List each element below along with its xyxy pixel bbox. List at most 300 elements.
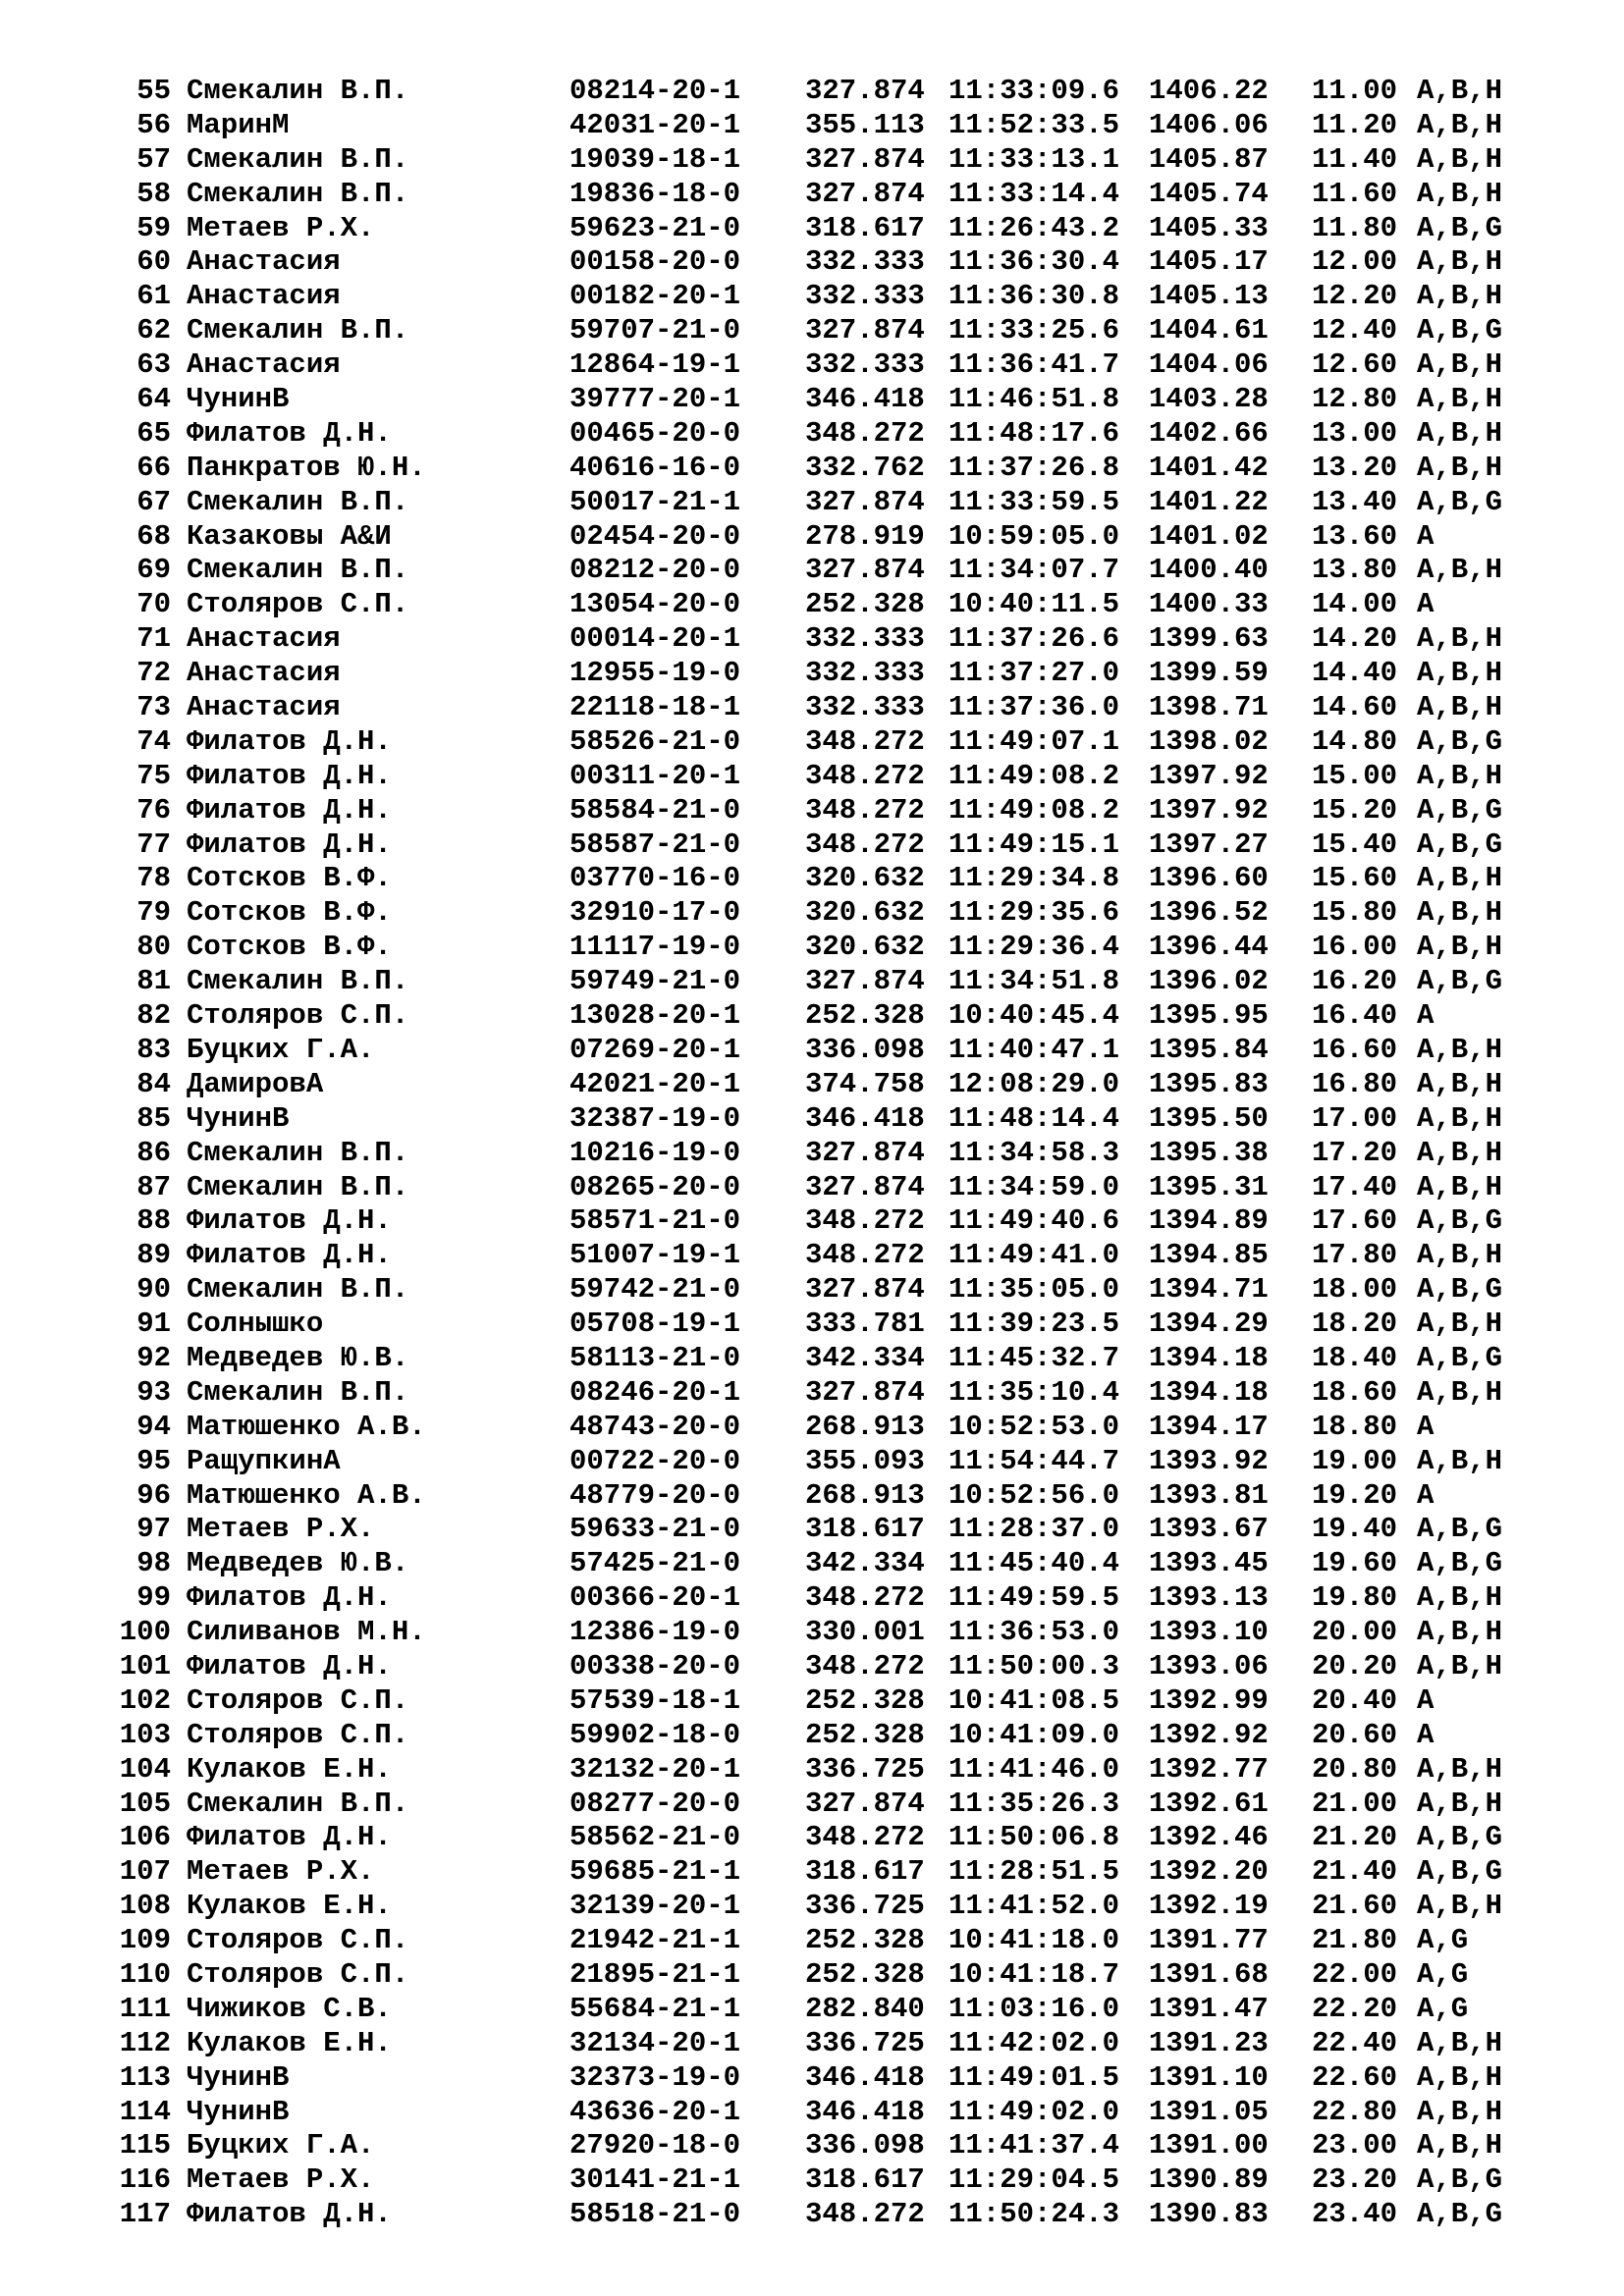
- fancier-name: Панкратов Ю.Н.: [187, 451, 426, 484]
- points: 14.00: [1312, 588, 1398, 621]
- arrival-time: 11:39:23.5: [948, 1308, 1120, 1341]
- arrival-time: 11:29:04.5: [948, 2163, 1120, 2197]
- ring-number: 00158-20-0: [569, 245, 741, 279]
- points: 21.60: [1312, 1890, 1398, 1923]
- place-number: 98: [136, 1547, 171, 1580]
- table-row: [0, 1788, 1624, 1822]
- fancier-name: Смекалин В.П.: [187, 554, 409, 587]
- place-number: 87: [136, 1170, 171, 1203]
- fancier-name: Матюшенко А.В.: [187, 1410, 426, 1443]
- speed: 1404.06: [1149, 348, 1269, 382]
- table-row: [0, 1239, 1624, 1273]
- categories: A,B,H: [1417, 2129, 1503, 2163]
- fancier-name: Столяров С.П.: [187, 999, 409, 1033]
- arrival-time: 11:42:02.0: [948, 2026, 1120, 2059]
- arrival-time: 11:49:08.2: [948, 793, 1120, 827]
- speed: 1392.92: [1149, 1718, 1269, 1751]
- arrival-time: 11:45:32.7: [948, 1341, 1120, 1374]
- distance: 332.333: [805, 348, 925, 382]
- points: 13.00: [1312, 416, 1398, 450]
- arrival-time: 11:33:14.4: [948, 177, 1120, 210]
- arrival-time: 11:33:13.1: [948, 142, 1120, 176]
- speed: 1405.17: [1149, 245, 1269, 279]
- distance: 330.001: [805, 1616, 925, 1649]
- arrival-time: 11:48:17.6: [948, 416, 1120, 450]
- arrival-time: 11:33:59.5: [948, 485, 1120, 518]
- fancier-name: ЧунинВ: [187, 1101, 290, 1135]
- points: 18.80: [1312, 1410, 1398, 1443]
- arrival-time: 11:34:51.8: [948, 965, 1120, 998]
- categories: A: [1417, 999, 1435, 1033]
- ring-number: 00465-20-0: [569, 416, 741, 450]
- ring-number: 48743-20-0: [569, 1410, 741, 1443]
- arrival-time: 11:26:43.2: [948, 211, 1120, 244]
- distance: 348.272: [805, 1649, 925, 1682]
- fancier-name: Филатов Д.Н.: [187, 1821, 392, 1854]
- points: 16.00: [1312, 931, 1398, 964]
- distance: 332.333: [805, 622, 925, 656]
- points: 22.80: [1312, 2095, 1398, 2128]
- categories: A,B,H: [1417, 75, 1503, 107]
- distance: 320.632: [805, 931, 925, 964]
- table-row: [0, 1890, 1624, 1924]
- ring-number: 32387-19-0: [569, 1101, 741, 1135]
- place-number: 62: [136, 314, 171, 347]
- categories: A,B,G: [1417, 1513, 1503, 1546]
- distance: 327.874: [805, 75, 925, 107]
- place-number: 102: [119, 1683, 171, 1717]
- table-row: [0, 1102, 1624, 1137]
- place-number: 84: [136, 1067, 171, 1100]
- speed: 1392.19: [1149, 1890, 1269, 1923]
- categories: A,B,G: [1417, 965, 1503, 998]
- speed: 1391.23: [1149, 2026, 1269, 2059]
- points: 20.80: [1312, 1752, 1398, 1786]
- categories: A,B,H: [1417, 862, 1503, 895]
- table-row: [0, 1821, 1624, 1855]
- categories: A,B,G: [1417, 828, 1503, 861]
- speed: 1393.45: [1149, 1547, 1269, 1580]
- table-row: [0, 2027, 1624, 2061]
- speed: 1395.38: [1149, 1136, 1269, 1169]
- ring-number: 58526-21-0: [569, 724, 741, 758]
- fancier-name: Филатов Д.Н.: [187, 724, 392, 758]
- distance: 342.334: [805, 1341, 925, 1374]
- fancier-name: Столяров С.П.: [187, 1957, 409, 1991]
- distance: 327.874: [805, 554, 925, 587]
- table-row: [0, 1445, 1624, 1479]
- points: 17.20: [1312, 1136, 1398, 1169]
- points: 15.80: [1312, 896, 1398, 930]
- place-number: 108: [119, 1890, 171, 1923]
- table-row: [0, 417, 1624, 452]
- arrival-time: 11:49:02.0: [948, 2095, 1120, 2128]
- points: 12.20: [1312, 280, 1398, 313]
- place-number: 109: [119, 1924, 171, 1957]
- speed: 1401.42: [1149, 451, 1269, 484]
- distance: 268.913: [805, 1410, 925, 1443]
- arrival-time: 12:08:29.0: [948, 1067, 1120, 1100]
- ring-number: 21942-21-1: [569, 1924, 741, 1957]
- categories: A,B,G: [1417, 485, 1503, 518]
- categories: A,G: [1417, 1957, 1469, 1991]
- points: 17.00: [1312, 1101, 1398, 1135]
- arrival-time: 10:41:18.0: [948, 1924, 1120, 1957]
- distance: 252.328: [805, 588, 925, 621]
- place-number: 95: [136, 1444, 171, 1477]
- categories: A,B,H: [1417, 2095, 1503, 2128]
- distance: 278.919: [805, 519, 925, 553]
- distance: 327.874: [805, 965, 925, 998]
- distance: 318.617: [805, 1513, 925, 1546]
- speed: 1395.83: [1149, 1067, 1269, 1100]
- speed: 1392.46: [1149, 1821, 1269, 1854]
- categories: A,B,H: [1417, 1375, 1503, 1409]
- distance: 346.418: [805, 1101, 925, 1135]
- place-number: 90: [136, 1273, 171, 1307]
- points: 19.20: [1312, 1478, 1398, 1512]
- speed: 1396.44: [1149, 931, 1269, 964]
- categories: A,B,G: [1417, 724, 1503, 758]
- distance: 332.333: [805, 280, 925, 313]
- arrival-time: 11:37:27.0: [948, 657, 1120, 690]
- ring-number: 19039-18-1: [569, 142, 741, 176]
- points: 19.80: [1312, 1581, 1398, 1615]
- table-row: [0, 965, 1624, 999]
- table-row: [0, 760, 1624, 794]
- distance: 327.874: [805, 1375, 925, 1409]
- ring-number: 03770-16-0: [569, 862, 741, 895]
- distance: 252.328: [805, 1924, 925, 1957]
- arrival-time: 11:49:40.6: [948, 1204, 1120, 1238]
- ring-number: 08246-20-1: [569, 1375, 741, 1409]
- table-row: [0, 1273, 1624, 1308]
- distance: 346.418: [805, 2060, 925, 2094]
- fancier-name: МаринМ: [187, 108, 290, 141]
- place-number: 55: [136, 75, 171, 107]
- distance: 327.874: [805, 142, 925, 176]
- points: 15.60: [1312, 862, 1398, 895]
- place-number: 113: [119, 2060, 171, 2094]
- fancier-name: Буцких Г.А.: [187, 1033, 375, 1066]
- ring-number: 59902-18-0: [569, 1718, 741, 1751]
- place-number: 107: [119, 1855, 171, 1889]
- place-number: 75: [136, 759, 171, 792]
- fancier-name: Кулаков Е.Н.: [187, 1752, 392, 1786]
- arrival-time: 10:41:08.5: [948, 1683, 1120, 1717]
- fancier-name: Сотсков В.Ф.: [187, 896, 392, 930]
- fancier-name: ЧунинВ: [187, 2060, 290, 2094]
- ring-number: 59749-21-0: [569, 965, 741, 998]
- categories: A,B,H: [1417, 2026, 1503, 2059]
- table-row: [0, 452, 1624, 486]
- ring-number: 32134-20-1: [569, 2026, 741, 2059]
- arrival-time: 11:52:33.5: [948, 108, 1120, 141]
- points: 23.20: [1312, 2163, 1398, 2197]
- table-row: [0, 280, 1624, 314]
- arrival-time: 11:50:06.8: [948, 1821, 1120, 1854]
- ring-number: 59633-21-0: [569, 1513, 741, 1546]
- distance: 348.272: [805, 793, 925, 827]
- points: 11.80: [1312, 211, 1398, 244]
- table-row: [0, 1855, 1624, 1890]
- categories: A,B,H: [1417, 1101, 1503, 1135]
- table-row: [0, 75, 1624, 109]
- points: 13.40: [1312, 485, 1398, 518]
- distance: 355.093: [805, 1444, 925, 1477]
- table-row: [0, 931, 1624, 965]
- categories: A,B,H: [1417, 451, 1503, 484]
- ring-number: 55684-21-1: [569, 1992, 741, 2025]
- ring-number: 58571-21-0: [569, 1204, 741, 1238]
- ring-number: 00311-20-1: [569, 759, 741, 792]
- place-number: 81: [136, 965, 171, 998]
- speed: 1397.92: [1149, 759, 1269, 792]
- ring-number: 32910-17-0: [569, 896, 741, 930]
- arrival-time: 10:59:05.0: [948, 519, 1120, 553]
- categories: A,B,G: [1417, 1204, 1503, 1238]
- table-row: [0, 794, 1624, 828]
- fancier-name: Смекалин В.П.: [187, 1787, 409, 1820]
- ring-number: 22118-18-1: [569, 691, 741, 724]
- speed: 1406.06: [1149, 108, 1269, 141]
- distance: 346.418: [805, 2095, 925, 2128]
- distance: 336.725: [805, 2026, 925, 2059]
- table-row: [0, 245, 1624, 280]
- fancier-name: Столяров С.П.: [187, 1718, 409, 1751]
- arrival-time: 10:52:53.0: [948, 1410, 1120, 1443]
- place-number: 104: [119, 1752, 171, 1786]
- fancier-name: Смекалин В.П.: [187, 485, 409, 518]
- table-row: [0, 1204, 1624, 1239]
- arrival-time: 11:41:46.0: [948, 1752, 1120, 1786]
- table-row: [0, 178, 1624, 212]
- place-number: 61: [136, 280, 171, 313]
- distance: 332.333: [805, 657, 925, 690]
- place-number: 74: [136, 724, 171, 758]
- place-number: 101: [119, 1649, 171, 1682]
- fancier-name: Метаев Р.Х.: [187, 1855, 375, 1889]
- categories: A,B,G: [1417, 1547, 1503, 1580]
- place-number: 112: [119, 2026, 171, 2059]
- speed: 1391.10: [1149, 2060, 1269, 2094]
- categories: A,B,H: [1417, 1136, 1503, 1169]
- categories: A,G: [1417, 1924, 1469, 1957]
- arrival-time: 11:37:26.6: [948, 622, 1120, 656]
- place-number: 76: [136, 793, 171, 827]
- points: 14.20: [1312, 622, 1398, 656]
- points: 22.20: [1312, 1992, 1398, 2025]
- points: 11.00: [1312, 75, 1398, 107]
- categories: A,B,H: [1417, 1170, 1503, 1203]
- points: 12.40: [1312, 314, 1398, 347]
- fancier-name: Филатов Д.Н.: [187, 2198, 392, 2231]
- place-number: 63: [136, 348, 171, 382]
- distance: 327.874: [805, 314, 925, 347]
- fancier-name: Буцких Г.А.: [187, 2129, 375, 2163]
- categories: A,B,H: [1417, 1890, 1503, 1923]
- ring-number: 13028-20-1: [569, 999, 741, 1033]
- place-number: 93: [136, 1375, 171, 1409]
- speed: 1396.52: [1149, 896, 1269, 930]
- speed: 1394.18: [1149, 1375, 1269, 1409]
- speed: 1398.71: [1149, 691, 1269, 724]
- fancier-name: Филатов Д.Н.: [187, 1581, 392, 1615]
- fancier-name: Смекалин В.П.: [187, 142, 409, 176]
- place-number: 77: [136, 828, 171, 861]
- categories: A: [1417, 1478, 1435, 1512]
- ring-number: 51007-19-1: [569, 1239, 741, 1272]
- arrival-time: 11:49:01.5: [948, 2060, 1120, 2094]
- points: 12.00: [1312, 245, 1398, 279]
- distance: 327.874: [805, 485, 925, 518]
- points: 20.20: [1312, 1649, 1398, 1682]
- table-row: [0, 1684, 1624, 1719]
- categories: A,B,H: [1417, 1787, 1503, 1820]
- table-row: [0, 657, 1624, 691]
- place-number: 58: [136, 177, 171, 210]
- points: 13.20: [1312, 451, 1398, 484]
- place-number: 99: [136, 1581, 171, 1615]
- table-row: [0, 828, 1624, 863]
- fancier-name: Филатов Д.Н.: [187, 828, 392, 861]
- points: 19.60: [1312, 1547, 1398, 1580]
- place-number: 100: [119, 1616, 171, 1649]
- table-row: [0, 554, 1624, 588]
- ring-number: 42021-20-1: [569, 1067, 741, 1100]
- table-row: [0, 1513, 1624, 1547]
- fancier-name: Силиванов М.Н.: [187, 1616, 426, 1649]
- categories: A,B,H: [1417, 931, 1503, 964]
- categories: A,B,G: [1417, 2163, 1503, 2197]
- speed: 1394.89: [1149, 1204, 1269, 1238]
- fancier-name: Кулаков Е.Н.: [187, 1890, 392, 1923]
- speed: 1393.92: [1149, 1444, 1269, 1477]
- speed: 1401.22: [1149, 485, 1269, 518]
- place-number: 92: [136, 1341, 171, 1374]
- points: 17.80: [1312, 1239, 1398, 1272]
- ring-number: 58587-21-0: [569, 828, 741, 861]
- arrival-time: 11:34:59.0: [948, 1170, 1120, 1203]
- points: 14.60: [1312, 691, 1398, 724]
- place-number: 60: [136, 245, 171, 279]
- speed: 1400.40: [1149, 554, 1269, 587]
- arrival-time: 10:41:09.0: [948, 1718, 1120, 1751]
- distance: 332.333: [805, 245, 925, 279]
- categories: A,B,H: [1417, 245, 1503, 279]
- table-row: [0, 1650, 1624, 1684]
- points: 19.40: [1312, 1513, 1398, 1546]
- points: 18.20: [1312, 1308, 1398, 1341]
- table-row: [0, 2061, 1624, 2096]
- categories: A,B,H: [1417, 554, 1503, 587]
- fancier-name: Смекалин В.П.: [187, 1375, 409, 1409]
- speed: 1397.27: [1149, 828, 1269, 861]
- points: 18.60: [1312, 1375, 1398, 1409]
- place-number: 57: [136, 142, 171, 176]
- speed: 1394.71: [1149, 1273, 1269, 1307]
- fancier-name: Анастасия: [187, 348, 341, 382]
- categories: A,B,G: [1417, 314, 1503, 347]
- categories: A,B,H: [1417, 622, 1503, 656]
- distance: 336.098: [805, 1033, 925, 1066]
- arrival-time: 11:35:26.3: [948, 1787, 1120, 1820]
- arrival-time: 11:36:30.4: [948, 245, 1120, 279]
- fancier-name: ЧунинВ: [187, 383, 290, 416]
- categories: A,B,H: [1417, 896, 1503, 930]
- place-number: 72: [136, 657, 171, 690]
- arrival-time: 11:34:07.7: [948, 554, 1120, 587]
- points: 22.00: [1312, 1957, 1398, 1991]
- points: 14.80: [1312, 724, 1398, 758]
- fancier-name: Смекалин В.П.: [187, 965, 409, 998]
- place-number: 88: [136, 1204, 171, 1238]
- points: 11.40: [1312, 142, 1398, 176]
- categories: A,B,G: [1417, 1341, 1503, 1374]
- arrival-time: 11:29:36.4: [948, 931, 1120, 964]
- arrival-time: 11:46:51.8: [948, 383, 1120, 416]
- distance: 318.617: [805, 211, 925, 244]
- fancier-name: Сотсков В.Ф.: [187, 931, 392, 964]
- arrival-time: 11:34:58.3: [948, 1136, 1120, 1169]
- arrival-time: 11:49:59.5: [948, 1581, 1120, 1615]
- results-list: [0, 75, 1624, 2232]
- arrival-time: 11:36:53.0: [948, 1616, 1120, 1649]
- points: 16.60: [1312, 1033, 1398, 1066]
- table-row: [0, 725, 1624, 760]
- fancier-name: Анастасия: [187, 691, 341, 724]
- speed: 1395.50: [1149, 1101, 1269, 1135]
- speed: 1395.31: [1149, 1170, 1269, 1203]
- ring-number: 12864-19-1: [569, 348, 741, 382]
- place-number: 103: [119, 1718, 171, 1751]
- fancier-name: Чижиков С.В.: [187, 1992, 392, 2025]
- place-number: 79: [136, 896, 171, 930]
- arrival-time: 11:36:30.8: [948, 280, 1120, 313]
- distance: 348.272: [805, 1581, 925, 1615]
- table-row: [0, 862, 1624, 896]
- ring-number: 08214-20-1: [569, 75, 741, 107]
- fancier-name: Смекалин В.П.: [187, 75, 409, 107]
- ring-number: 27920-18-0: [569, 2129, 741, 2163]
- ring-number: 19836-18-0: [569, 177, 741, 210]
- arrival-time: 11:41:52.0: [948, 1890, 1120, 1923]
- table-row: [0, 1581, 1624, 1616]
- fancier-name: Медведев Ю.В.: [187, 1547, 409, 1580]
- distance: 348.272: [805, 828, 925, 861]
- categories: A,B,G: [1417, 2198, 1503, 2231]
- categories: A,B,H: [1417, 383, 1503, 416]
- speed: 1393.13: [1149, 1581, 1269, 1615]
- speed: 1391.00: [1149, 2129, 1269, 2163]
- fancier-name: Метаев Р.Х.: [187, 2163, 375, 2197]
- table-row: [0, 1308, 1624, 1342]
- ring-number: 00722-20-0: [569, 1444, 741, 1477]
- table-row: [0, 588, 1624, 622]
- ring-number: 57539-18-1: [569, 1683, 741, 1717]
- speed: 1396.02: [1149, 965, 1269, 998]
- speed: 1390.83: [1149, 2198, 1269, 2231]
- place-number: 94: [136, 1410, 171, 1443]
- table-row: [0, 999, 1624, 1034]
- place-number: 83: [136, 1033, 171, 1066]
- table-row: [0, 2096, 1624, 2130]
- speed: 1396.60: [1149, 862, 1269, 895]
- fancier-name: Столяров С.П.: [187, 1683, 409, 1717]
- points: 13.80: [1312, 554, 1398, 587]
- categories: A,B,H: [1417, 1239, 1503, 1272]
- fancier-name: Анастасия: [187, 245, 341, 279]
